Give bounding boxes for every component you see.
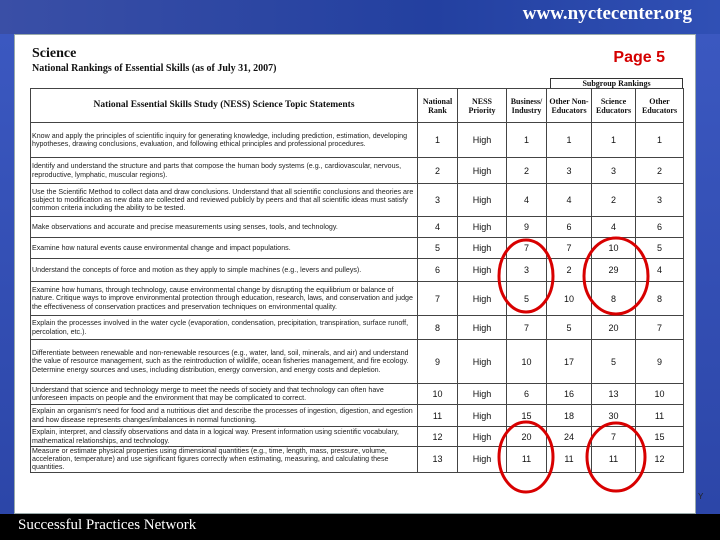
col-header-business-industry: Business/ Industry: [507, 89, 547, 123]
col-header-other-non-educators: Other Non-Educators: [547, 89, 592, 123]
other-educators-cell: 8: [636, 282, 684, 316]
science-educators-cell: 11: [592, 447, 636, 473]
business-industry-cell: 10: [507, 340, 547, 384]
other-educators-cell: 5: [636, 238, 684, 259]
national-rank-cell: 4: [418, 217, 458, 238]
business-industry-cell: 2: [507, 158, 547, 184]
col-header-ness-priority: NESS Priority: [458, 89, 507, 123]
other-educators-cell: 6: [636, 217, 684, 238]
other-non-educators-cell: 1: [547, 123, 592, 158]
other-non-educators-cell: 10: [547, 282, 592, 316]
other-non-educators-cell: 16: [547, 384, 592, 405]
topic-statement-cell: Differentiate between renewable and non-renewable resources (e.g., water, land, soil, minerals, and air) and understand the value of resource management, such as the reintroduction of wildlife, ocean fisheries management, and fire ecology. Determine energy sources and uses, including distribution, energy conversion, and energy costs and depletion.: [31, 340, 418, 384]
subgroup-header: Subgroup Rankings: [550, 78, 683, 89]
national-rank-cell: 1: [418, 123, 458, 158]
science-educators-cell: 30: [592, 405, 636, 427]
other-educators-cell: 9: [636, 340, 684, 384]
col-header-other-educators: Other Educators: [636, 89, 684, 123]
document-subtitle: National Rankings of Essential Skills (as of July 31, 2007): [32, 63, 277, 74]
ness-priority-cell: High: [458, 384, 507, 405]
table-row: [31, 217, 684, 238]
business-industry-cell: 4: [507, 184, 547, 217]
national-rank-cell: 7: [418, 282, 458, 316]
document-title: Science: [32, 46, 77, 61]
other-non-educators-cell: 6: [547, 217, 592, 238]
other-educators-cell: 7: [636, 316, 684, 340]
topic-statement-cell: Use the Scientific Method to collect data and draw conclusions. Understand that all scientific conclusions and theories are subject to modification as new data are collected and reviewed publicly by peers and that all scientific ideas must satisfy common criteria including the ability to be tested.: [31, 184, 418, 217]
ness-priority-cell: High: [458, 316, 507, 340]
site-url[interactable]: www.nyctecenter.org: [522, 3, 692, 24]
topic-statement-cell: Examine how humans, through technology, cause environmental change by disrupting the equilibrium or balance of nature. Critique ways to improve environmental protection through education, research, laws, and conservation and judge the effectiveness of conservation practices and preservation techniques on environmental quality.: [31, 282, 418, 316]
ness-priority-cell: High: [458, 184, 507, 217]
national-rank-cell: 10: [418, 384, 458, 405]
science-educators-cell: 4: [592, 217, 636, 238]
table-body: [31, 123, 684, 473]
table-row: [31, 340, 684, 384]
national-rank-cell: 13: [418, 447, 458, 473]
ness-priority-cell: High: [458, 259, 507, 282]
document-page: [14, 34, 696, 514]
other-educators-cell: 10: [636, 384, 684, 405]
business-industry-cell: 9: [507, 217, 547, 238]
science-educators-cell: 5: [592, 340, 636, 384]
national-rank-cell: 9: [418, 340, 458, 384]
business-industry-cell: 15: [507, 405, 547, 427]
business-industry-cell: 7: [507, 238, 547, 259]
topic-statement-cell: Make observations and accurate and precise measurements using senses, tools, and technology.: [31, 217, 418, 238]
table-row: [31, 427, 684, 447]
other-non-educators-cell: 7: [547, 238, 592, 259]
science-educators-cell: 1: [592, 123, 636, 158]
footer-text: Successful Practices Network: [18, 517, 197, 533]
left-border: [0, 34, 14, 514]
national-rank-cell: 3: [418, 184, 458, 217]
other-educators-cell: 12: [636, 447, 684, 473]
rankings-table: [30, 88, 684, 473]
ness-priority-cell: High: [458, 405, 507, 427]
other-non-educators-cell: 18: [547, 405, 592, 427]
business-industry-cell: 6: [507, 384, 547, 405]
table-row: [31, 158, 684, 184]
other-non-educators-cell: 17: [547, 340, 592, 384]
business-industry-cell: 11: [507, 447, 547, 473]
science-educators-cell: 20: [592, 316, 636, 340]
right-border: [696, 34, 720, 514]
table-row: [31, 316, 684, 340]
ness-priority-cell: High: [458, 340, 507, 384]
business-industry-cell: 3: [507, 259, 547, 282]
other-educators-cell: 4: [636, 259, 684, 282]
topic-statement-cell: Measure or estimate physical properties using dimensional quantities (e.g., time, length, mass, pressure, volume, acceleration, temperature) and use significant figures correctly when estimating, measuring, and calculating these quantities.: [31, 447, 418, 473]
business-industry-cell: 1: [507, 123, 547, 158]
national-rank-cell: 12: [418, 427, 458, 447]
science-educators-cell: 7: [592, 427, 636, 447]
ness-priority-cell: High: [458, 217, 507, 238]
table-header-row: [31, 89, 684, 123]
other-educators-cell: 2: [636, 158, 684, 184]
table-row: [31, 238, 684, 259]
col-header-science-educators: Science Educators: [592, 89, 636, 123]
footer-bar: [0, 514, 720, 540]
science-educators-cell: 2: [592, 184, 636, 217]
ness-priority-cell: High: [458, 447, 507, 473]
top-banner: [0, 0, 720, 34]
ness-priority-cell: High: [458, 427, 507, 447]
other-non-educators-cell: 3: [547, 158, 592, 184]
other-non-educators-cell: 5: [547, 316, 592, 340]
ness-priority-cell: High: [458, 123, 507, 158]
other-educators-cell: 3: [636, 184, 684, 217]
national-rank-cell: 2: [418, 158, 458, 184]
science-educators-cell: 13: [592, 384, 636, 405]
topic-statement-cell: Understand that science and technology merge to meet the needs of society and that technology can often have unforeseen impacts on people and the environment that may be complicated to correct.: [31, 384, 418, 405]
topic-statement-cell: Explain the processes involved in the water cycle (evaporation, condensation, precipitation, transpiration, surface runoff, percolation, etc.).: [31, 316, 418, 340]
table-row: [31, 282, 684, 316]
topic-statement-cell: Know and apply the principles of scientific inquiry for generating knowledge, including prediction, estimation, developing hypotheses, drawing conclusions, evaluation, and following ethical principles and professional procedures.: [31, 123, 418, 158]
table-row: [31, 123, 684, 158]
table-row: [31, 447, 684, 473]
ness-priority-cell: High: [458, 282, 507, 316]
table-row: [31, 405, 684, 427]
ness-priority-cell: High: [458, 158, 507, 184]
business-industry-cell: 20: [507, 427, 547, 447]
other-non-educators-cell: 4: [547, 184, 592, 217]
topic-statement-cell: Explain an organism's need for food and a nutritious diet and describe the processes of ingestion, digestion, and egestion and how disease represents changes/imbalances in normal functioning.: [31, 405, 418, 427]
col-header-statement: National Essential Skills Study (NESS) Science Topic Statements: [31, 89, 418, 123]
science-educators-cell: 10: [592, 238, 636, 259]
ness-priority-cell: High: [458, 238, 507, 259]
science-educators-cell: 3: [592, 158, 636, 184]
table-row: [31, 259, 684, 282]
other-educators-cell: 15: [636, 427, 684, 447]
col-header-national-rank: National Rank: [418, 89, 458, 123]
edge-mark: Y: [698, 492, 704, 501]
national-rank-cell: 11: [418, 405, 458, 427]
topic-statement-cell: Explain, interpret, and classify observations and data in a logical way. Present information using scientific vocabulary, mathematical relationships, and technology.: [31, 427, 418, 447]
topic-statement-cell: Identify and understand the structure and parts that compose the human body systems (e.g., cardiovascular, nervous, reproductive, lymphatic, muscular regions).: [31, 158, 418, 184]
science-educators-cell: 8: [592, 282, 636, 316]
other-non-educators-cell: 2: [547, 259, 592, 282]
other-educators-cell: 1: [636, 123, 684, 158]
business-industry-cell: 7: [507, 316, 547, 340]
table-row: [31, 184, 684, 217]
topic-statement-cell: Examine how natural events cause environmental change and impact populations.: [31, 238, 418, 259]
topic-statement-cell: Understand the concepts of force and motion as they apply to simple machines (e.g., levers and pulleys).: [31, 259, 418, 282]
other-non-educators-cell: 24: [547, 427, 592, 447]
national-rank-cell: 5: [418, 238, 458, 259]
national-rank-cell: 6: [418, 259, 458, 282]
other-educators-cell: 11: [636, 405, 684, 427]
national-rank-cell: 8: [418, 316, 458, 340]
other-non-educators-cell: 11: [547, 447, 592, 473]
science-educators-cell: 29: [592, 259, 636, 282]
business-industry-cell: 5: [507, 282, 547, 316]
page-label: Page 5: [613, 49, 665, 66]
table-row: [31, 384, 684, 405]
